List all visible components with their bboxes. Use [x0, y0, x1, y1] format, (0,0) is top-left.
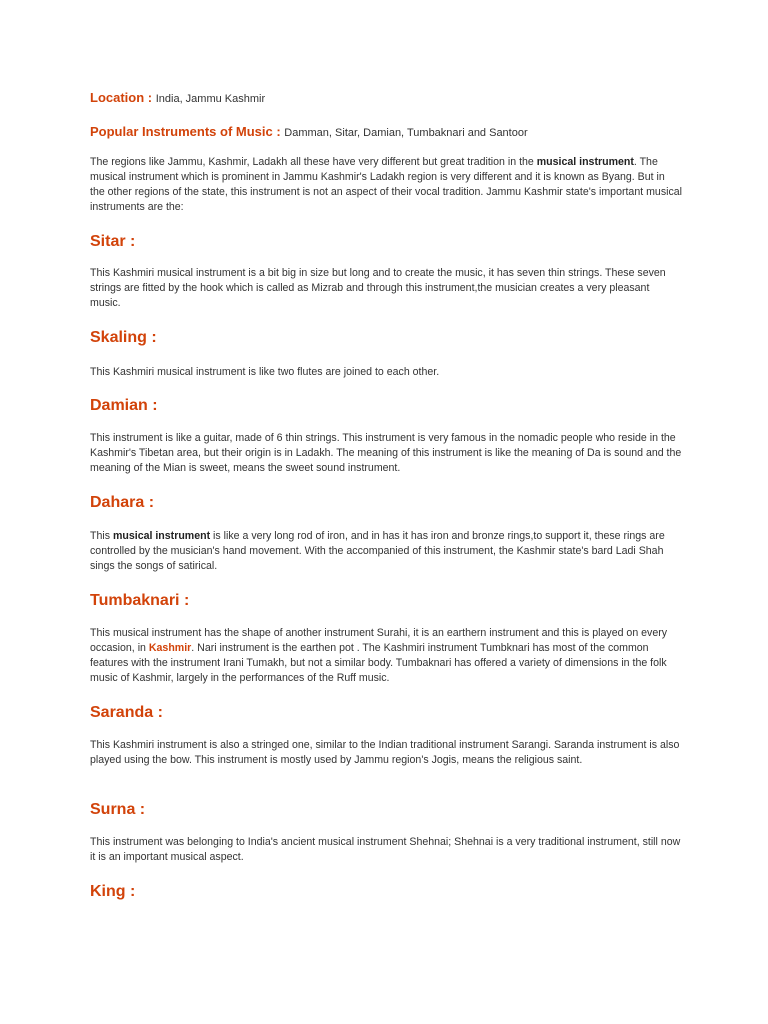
intro-paragraph: The regions like Jammu, Kashmir, Ladakh all these have very different but great tradition in the musical instrument. The musical instrument which is prominent in Jammu Kashmir's Ladakh region is very different and it is known as Byang. But in the other regions of the state, this instrument is not an aspect of their vocal tradition. Jammu Kashmir state's important musical instruments are the:: [90, 156, 683, 213]
heading-saranda: Saranda :: [90, 704, 163, 721]
dahara-bold: musical instrument: [112, 530, 211, 542]
instruments-label: Popular Instruments of Music :: [90, 124, 285, 139]
heading-dahara: Dahara :: [90, 494, 155, 511]
paragraph-damian: This instrument is like a guitar, made of 6 thin strings. This instrument is very famous in the nomadic people who reside in the Kashmir's Tibetan area, but their origin is in Ladakh. The meaning of this instrument is like the meaning of Da is sound and the meaning of the Mian is sweet, means the sweet sound instrument.: [90, 432, 682, 474]
heading-surna: Surna :: [90, 801, 146, 818]
location-value: India, Jammu Kashmir: [155, 93, 266, 105]
paragraph-skaling: This Kashmiri musical instrument is like two flutes are joined to each other.: [90, 366, 440, 378]
musical-instrument-bold: musical instrument: [536, 156, 634, 168]
heading-sitar: Sitar :: [90, 233, 136, 250]
kashmir-link[interactable]: Kashmir: [148, 642, 192, 654]
paragraph-surna: This instrument was belonging to India's ancient musical instrument Shehnai; Shehnai is a very traditional instrument, still now it is an important musical aspect.: [90, 836, 681, 863]
heading-damian: Damian :: [90, 397, 158, 414]
heading-tumbaknari: Tumbaknari :: [90, 592, 190, 609]
location-label: Location :: [90, 90, 156, 105]
instruments-line: [90, 124, 528, 141]
paragraph-dahara: This musical instrument is like a very long rod of iron, and in has it has iron and bronze rings,to support it, these rings are controlled by the musician's hand movement. With the accompanied of this instrument, the Kashmir state's bard Ladi Shah sings the songs of satirical.: [90, 530, 665, 572]
instruments-value: Damman, Sitar, Damian, Tumbaknari and Santoor: [284, 127, 528, 139]
paragraph-tumbaknari: This musical instrument has the shape of another instrument Surahi, it is an earthern instrument and this is played on every occasion, in Kashmir. Nari instrument is the earthen pot . The Kashmiri instrument Tumbknari has most of the common features with the instrument Irani Tumakh, but not a similar body. Tumbaknari has offered a variety of dimensions in the folk music of Kashmir, largely in the performances of the Ruff music.: [90, 627, 668, 684]
location-line: [90, 90, 265, 107]
heading-king: King :: [90, 883, 136, 900]
paragraph-saranda: This Kashmiri instrument is also a stringed one, similar to the Indian traditional instrument Sarangi. Saranda instrument is also played using the bow. This instrument is mostly used by Jammu region's Jogis, means the religious saint.: [90, 739, 680, 766]
paragraph-sitar: This Kashmiri musical instrument is a bit big in size but long and to create the music, it has seven thin strings. These seven strings are fitted by the hook which is called as Mizrab and through this instrument,the musician creates a very pleasant music.: [90, 267, 666, 309]
heading-skaling: Skaling :: [90, 329, 157, 346]
